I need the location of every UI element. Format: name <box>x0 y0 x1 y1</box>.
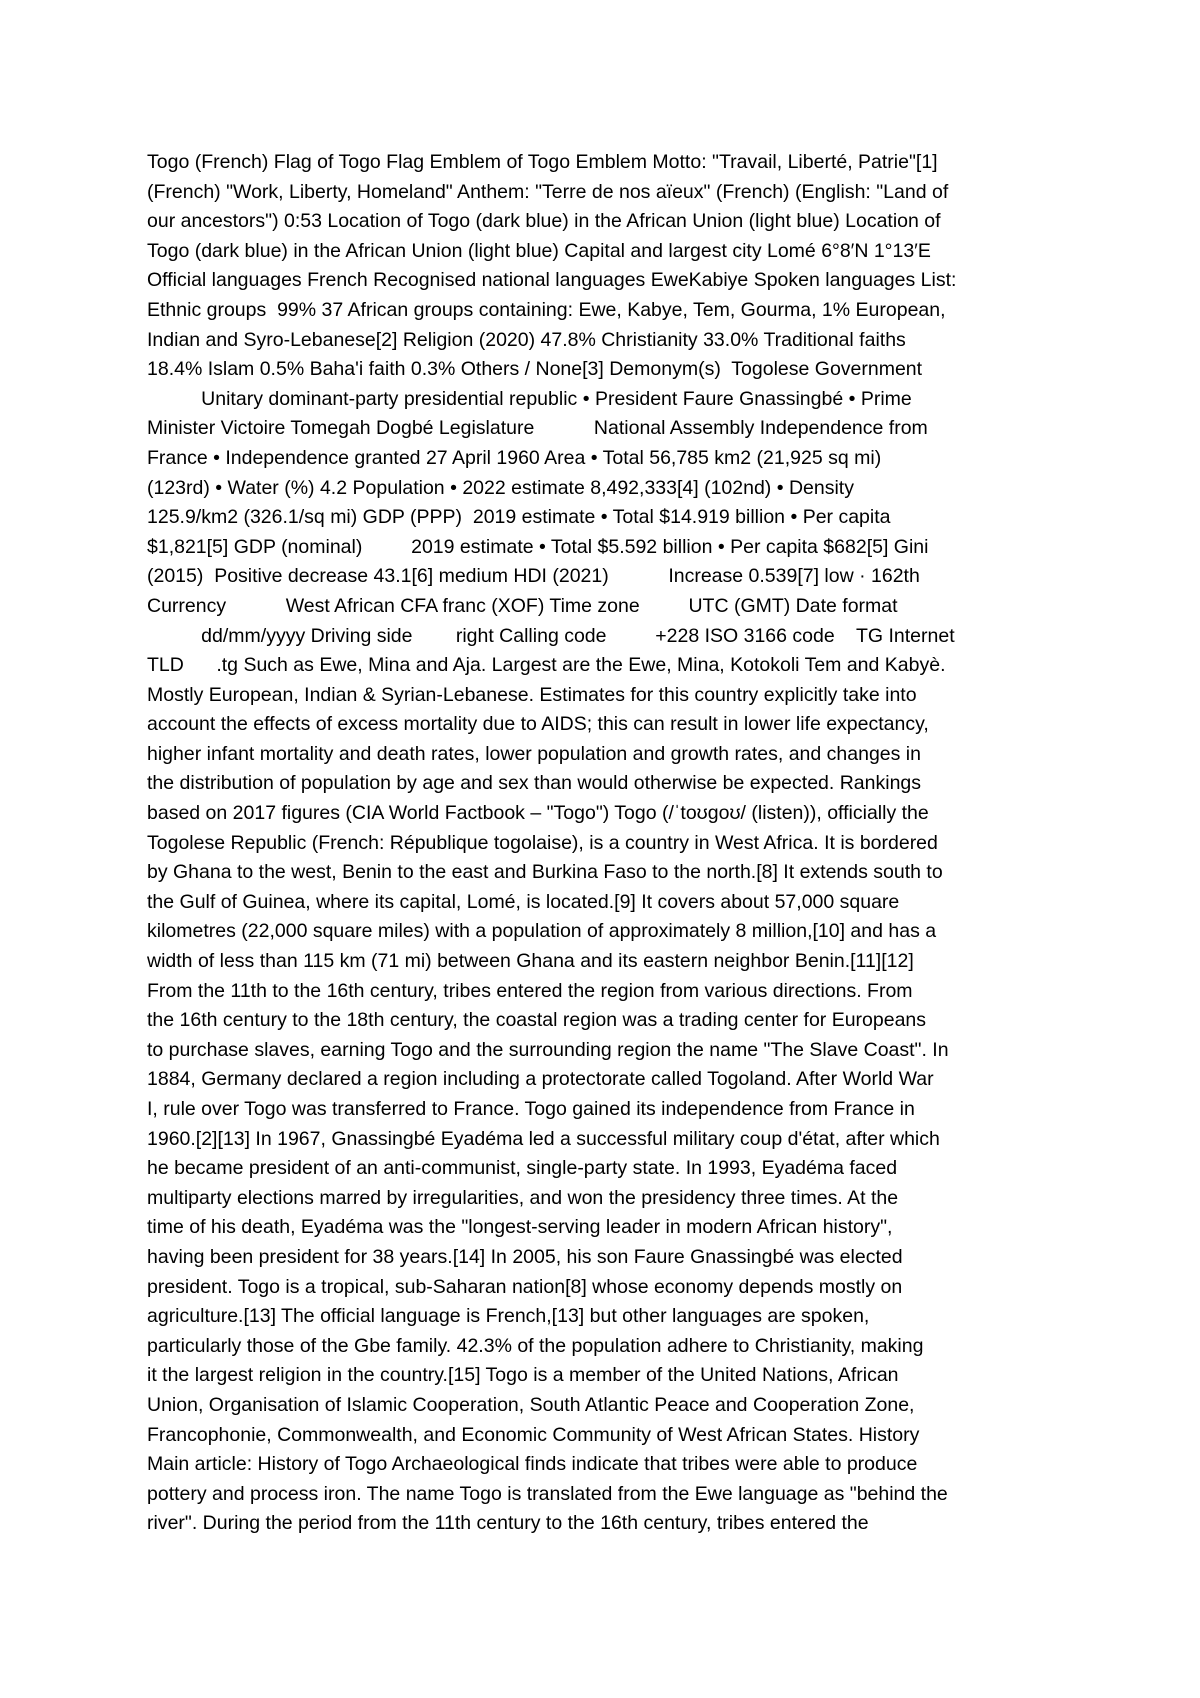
text-line: account the effects of excess mortality due to AIDS; this can result in lower life expectancy, <box>147 713 929 736</box>
text-line: Ethnic groups 99% 37 African groups containing: Ewe, Kabye, Tem, Gourma, 1% European, <box>147 298 946 321</box>
text-line: particularly those of the Gbe family. 42.3% of the population adhere to Christianity, making <box>147 1334 924 1357</box>
text-line: our ancestors") 0:53 Location of Togo (dark blue) in the African Union (light blue) Location of <box>147 210 941 233</box>
text-line: Togo (dark blue) in the African Union (light blue) Capital and largest city Lomé 6°8′N 1°13′E <box>147 239 931 262</box>
text-line: based on 2017 figures (CIA World Factbook – "Togo") Togo (/ˈtoʊɡoʊ/ (listen)), officially the <box>147 802 929 825</box>
text-line: pottery and process iron. The name Togo is translated from the Ewe language as "behind the <box>147 1482 948 1505</box>
text-line: multiparty elections marred by irregularities, and won the presidency three times. At the <box>147 1186 899 1209</box>
text-line: Minister Victoire Tomegah Dogbé Legislature National Assembly Independence from <box>147 417 928 440</box>
text-line: 18.4% Islam 0.5% Baha'i faith 0.3% Others / None[3] Demonym(s) Togolese Government <box>147 358 923 381</box>
text-line: 1884, Germany declared a region including a protectorate called Togoland. After World War <box>147 1068 934 1091</box>
text-line: agriculture.[13] The official language is French,[13] but other languages are spoken, <box>147 1305 870 1328</box>
text-line: kilometres (22,000 square miles) with a population of approximately 8 million,[10] and has a <box>147 920 937 943</box>
text-line: Main article: History of Togo Archaeological finds indicate that tribes were able to produce <box>147 1453 918 1476</box>
text-line: Indian and Syro-Lebanese[2] Religion (2020) 47.8% Christianity 33.0% Traditional faiths <box>147 328 906 351</box>
text-line: Francophonie, Commonwealth, and Economic Community of West African States. History <box>147 1423 920 1446</box>
text-line: he became president of an anti-communist, single-party state. In 1993, Eyadéma faced <box>147 1157 898 1180</box>
text-line: Unitary dominant-party presidential republic • President Faure Gnassingbé • Prime <box>147 387 912 410</box>
text-line: the 16th century to the 18th century, the coastal region was a trading center for Europeans <box>147 1009 927 1032</box>
text-line: the distribution of population by age and sex than would otherwise be expected. Rankings <box>147 772 922 795</box>
text-line: Mostly European, Indian & Syrian-Lebanese. Estimates for this country explicitly take into <box>147 683 917 706</box>
text-line: Togo (French) Flag of Togo Flag Emblem of Togo Emblem Motto: "Travail, Liberté, Patrie"[1] <box>147 151 938 173</box>
text-line: I, rule over Togo was transferred to France. Togo gained its independence from France in <box>147 1098 915 1120</box>
text-line: it the largest religion in the country.[15] Togo is a member of the United Nations, African <box>147 1364 899 1387</box>
document-body-text <box>147 148 1067 1539</box>
text-line: dd/mm/yyyy Driving side right Calling code +228 ISO 3166 code TG Internet <box>147 624 955 647</box>
text-line: Official languages French Recognised national languages EweKabiye Spoken languages List: <box>147 269 957 292</box>
text-line: higher infant mortality and death rates, lower population and growth rates, and changes in <box>147 742 921 765</box>
text-line: Currency West African CFA franc (XOF) Time zone UTC (GMT) Date format <box>147 594 898 617</box>
text-line: (123rd) • Water (%) 4.2 Population • 2022 estimate 8,492,333[4] (102nd) • Density <box>147 476 854 499</box>
text-line: France • Independence granted 27 April 1960 Area • Total 56,785 km2 (21,925 sq mi) <box>147 446 882 469</box>
text-line: by Ghana to the west, Benin to the east and Burkina Faso to the north.[8] It extends south to <box>147 861 943 884</box>
text-line: From the 11th to the 16th century, tribes entered the region from various directions. From <box>147 979 913 1002</box>
text-line: 125.9/km2 (326.1/sq mi) GDP (PPP) 2019 estimate • Total $14.919 billion • Per capita <box>147 506 891 529</box>
text-line: (French) "Work, Liberty, Homeland" Anthem: "Terre de nos aïeux" (French) (English: "Land of <box>147 180 949 203</box>
text-line: width of less than 115 km (71 mi) between Ghana and its eastern neighbor Benin.[11][12] <box>147 950 914 973</box>
text-line: (2015) Positive decrease 43.1[6] medium HDI (2021) Increase 0.539[7] low · 162th <box>147 565 920 588</box>
text-line: time of his death, Eyadéma was the "longest-serving leader in modern African history", <box>147 1216 893 1239</box>
text-line: TLD .tg Such as Ewe, Mina and Aja. Largest are the Ewe, Mina, Kotokoli Tem and Kabyè. <box>147 654 946 677</box>
text-line: the Gulf of Guinea, where its capital, Lomé, is located.[9] It covers about 57,000 square <box>147 890 900 913</box>
text-line: Union, Organisation of Islamic Cooperation, South Atlantic Peace and Cooperation Zone, <box>147 1393 915 1416</box>
text-line: $1,821[5] GDP (nominal) 2019 estimate • Total $5.592 billion • Per capita $682[5] Gini <box>147 535 929 558</box>
text-line: to purchase slaves, earning Togo and the surrounding region the name "The Slave Coast". In <box>147 1038 949 1061</box>
text-line: having been president for 38 years.[14] In 2005, his son Faure Gnassingbé was elected <box>147 1245 903 1268</box>
text-line: 1960.[2][13] In 1967, Gnassingbé Eyadéma led a successful military coup d'état, after which <box>147 1127 940 1150</box>
text-line: Togolese Republic (French: République togolaise), is a country in West Africa. It is bordered <box>147 831 938 854</box>
text-line: president. Togo is a tropical, sub-Saharan nation[8] whose economy depends mostly on <box>147 1275 903 1298</box>
text-line: river". During the period from the 11th century to the 16th century, tribes entered the <box>147 1512 869 1535</box>
